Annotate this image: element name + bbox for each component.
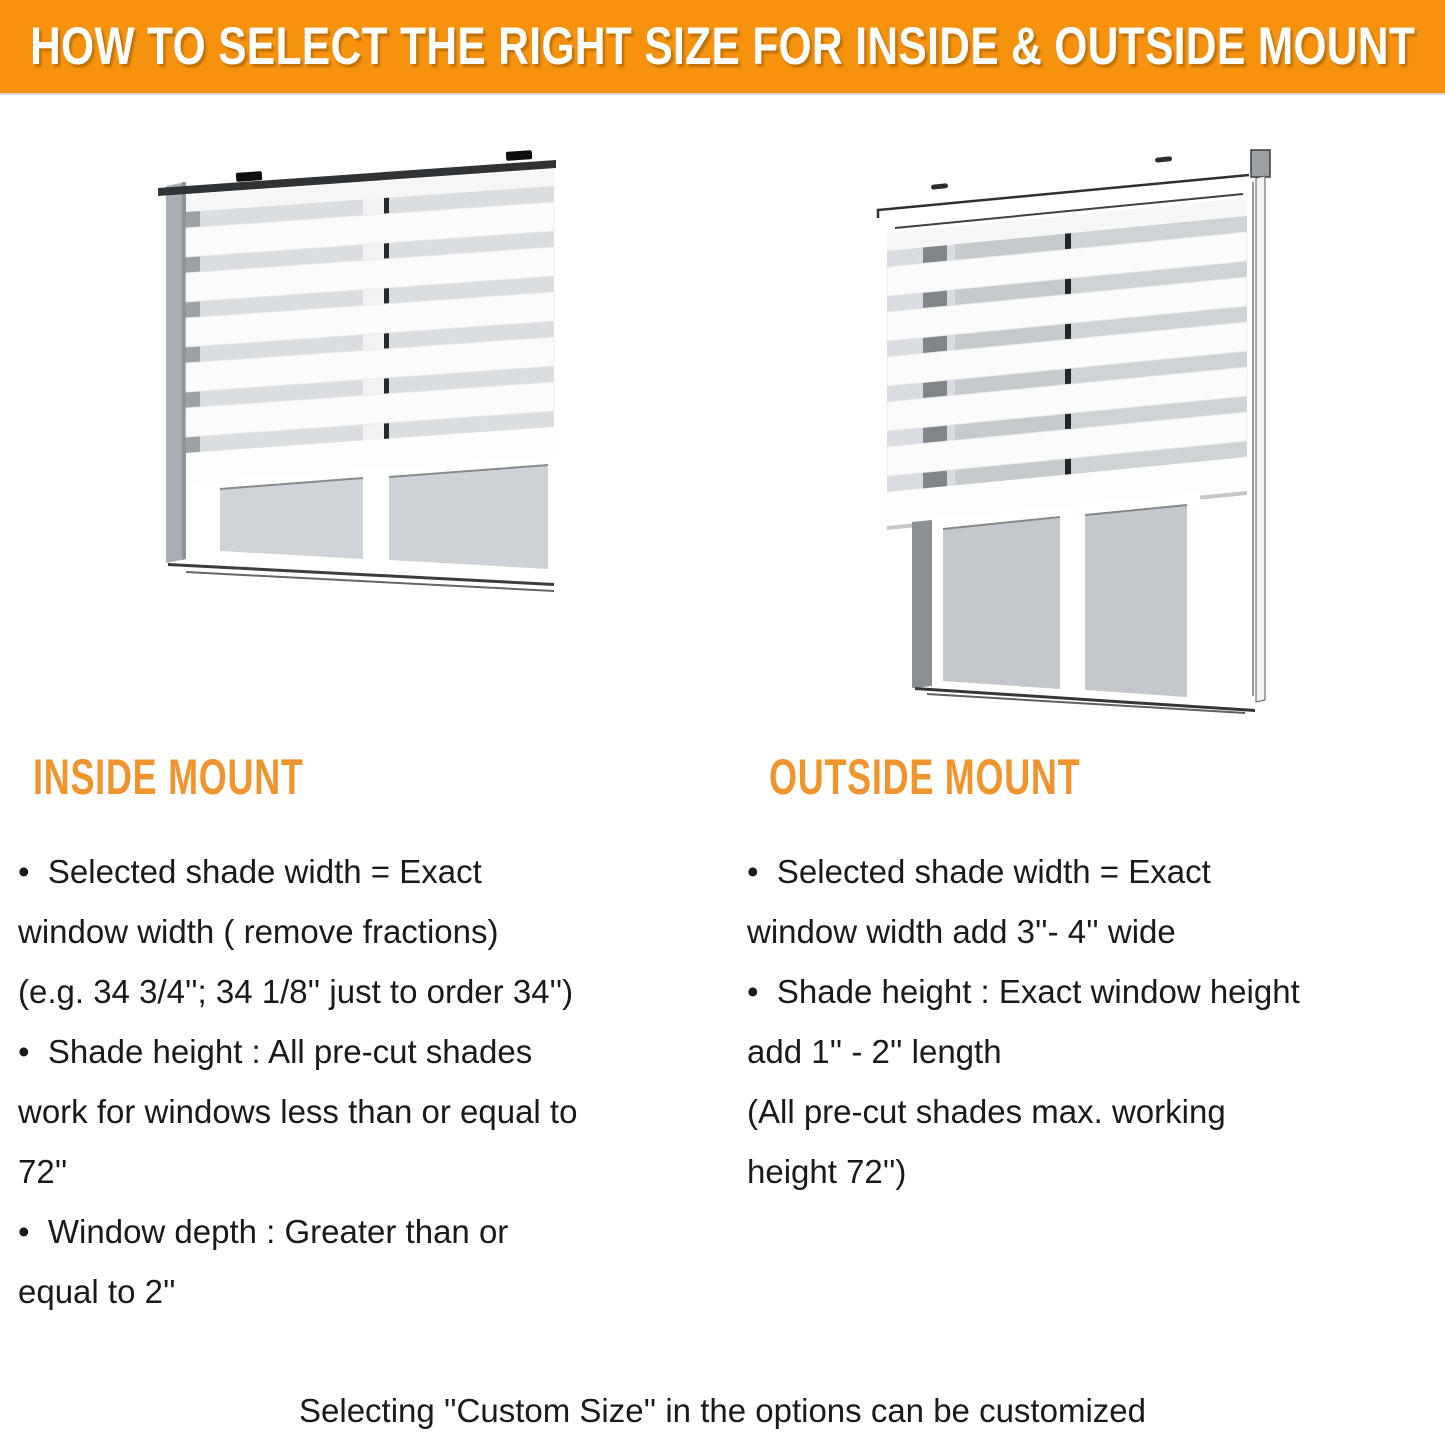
instruction-line: equal to 2''	[18, 1273, 176, 1310]
header-banner	[0, 0, 1445, 95]
inside-mount-instructions	[18, 842, 577, 1322]
outside-mount-heading: OUTSIDE MOUNT	[769, 749, 1081, 805]
mounting-screw	[931, 183, 948, 190]
instruction-line: work for windows less than or equal to	[18, 1093, 578, 1130]
outside-mount-instructions	[747, 842, 1300, 1202]
outside-mount-illustration	[865, 148, 1290, 715]
instruction-line: 72''	[18, 1153, 68, 1190]
instruction-line: • Selected shade width = Exact	[18, 853, 482, 890]
instruction-line: (All pre-cut shades max. working	[747, 1093, 1226, 1130]
mounting-bracket	[236, 171, 263, 182]
page-title: HOW TO SELECT THE RIGHT SIZE FOR INSIDE & OUTSIDE MOUNT	[29, 17, 1416, 76]
side-trim	[1253, 176, 1265, 702]
instruction-line: window width add 3''- 4'' wide	[747, 913, 1176, 950]
mounting-screw	[1155, 156, 1172, 163]
inside-mount-drawing	[156, 144, 558, 604]
window-jamb	[166, 182, 186, 563]
outside-mount-drawing	[865, 148, 1290, 715]
instruction-line: window width ( remove fractions)	[18, 913, 499, 950]
instruction-line: height 72'')	[747, 1153, 907, 1190]
instruction-line: • Window depth : Greater than or	[18, 1213, 509, 1250]
window-panes	[912, 494, 1200, 704]
instruction-line: add 1'' - 2'' length	[747, 1033, 1002, 1070]
inside-mount-illustration	[156, 144, 558, 604]
instruction-line: • Shade height : All pre-cut shades	[18, 1033, 533, 1070]
custom-size-note: Selecting ''Custom Size'' in the options can be customized	[299, 1392, 1146, 1429]
instruction-line: • Shade height : Exact window height	[747, 973, 1300, 1010]
mounting-bracket	[506, 150, 533, 161]
instruction-line: (e.g. 34 3/4''; 34 1/8'' just to order 34'')	[18, 973, 574, 1010]
instruction-line: • Selected shade width = Exact	[747, 853, 1211, 890]
end-bracket-cap	[1251, 150, 1270, 177]
inside-mount-heading: INSIDE MOUNT	[33, 749, 304, 805]
